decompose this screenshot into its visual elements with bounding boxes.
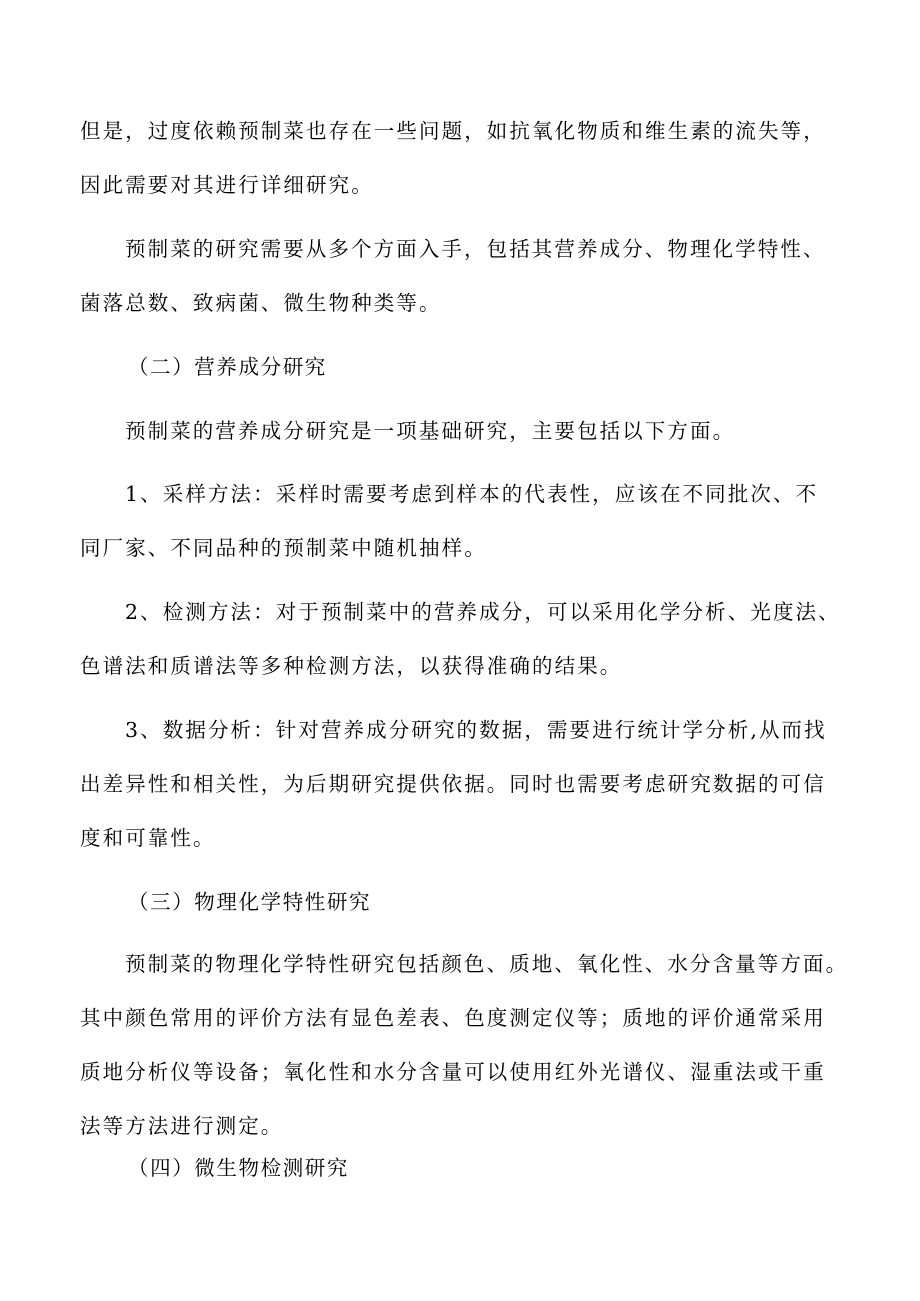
text-line: 法等方法进行测定。 (80, 1114, 284, 1138)
text-line: 预制菜的研究需要从多个方面入手，包括其营养成分、物理化学特性、 (125, 237, 826, 261)
text-line: 2、检测方法：对于预制菜中的营养成分，可以采用化学分析、光度法、 (125, 600, 841, 624)
section-heading-microbial: （四）微生物检测研究 (128, 1156, 349, 1180)
paragraph-physicochemical (80, 937, 850, 1153)
text-line: 3、数据分析：针对营养成分研究的数据，需要进行统计学分析,从而找 (125, 718, 827, 742)
text-line: 度和可靠性。 (80, 826, 216, 850)
text-line: 但是，过度依赖预制菜也存在一些问题，如抗氧化物质和维生素的流失等， (80, 119, 826, 143)
text-line: 其中颜色常用的评价方法有显色差表、色度测定仪等；质地的评价通常采用 (80, 1006, 826, 1030)
paragraph-research-aspects (80, 222, 850, 330)
text-line: 质地分析仪等设备；氧化性和水分含量可以使用红外光谱仪、湿重法或干重 (80, 1060, 826, 1084)
paragraph-nutrition-intro (80, 404, 850, 458)
paragraph-sampling-method (80, 467, 850, 575)
text-line: 预制菜的物理化学特性研究包括颜色、质地、氧化性、水分含量等方面。 (125, 952, 849, 976)
text-line: 预制菜的营养成分研究是一项基础研究，主要包括以下方面。 (125, 419, 736, 443)
text-line: 菌落总数、致病菌、微生物种类等。 (80, 291, 442, 315)
paragraph-intro-problems (80, 104, 850, 212)
text-line: 同厂家、不同品种的预制菜中随机抽样。 (80, 536, 487, 560)
text-line: 出差异性和相关性，为后期研究提供依据。同时也需要考虑研究数据的可信 (80, 772, 826, 796)
section-heading-physicochemical: （三）物理化学特性研究 (128, 890, 372, 914)
text-line: 色谱法和质谱法等多种检测方法，以获得准确的结果。 (80, 654, 623, 678)
text-line: 1、采样方法：采样时需要考虑到样本的代表性，应该在不同批次、不 (125, 482, 819, 506)
paragraph-data-analysis (80, 703, 850, 865)
paragraph-detection-method (80, 585, 850, 693)
text-line: 因此需要对其进行详细研究。 (80, 173, 374, 197)
section-heading-nutrition: （二）营养成分研究 (128, 355, 327, 379)
